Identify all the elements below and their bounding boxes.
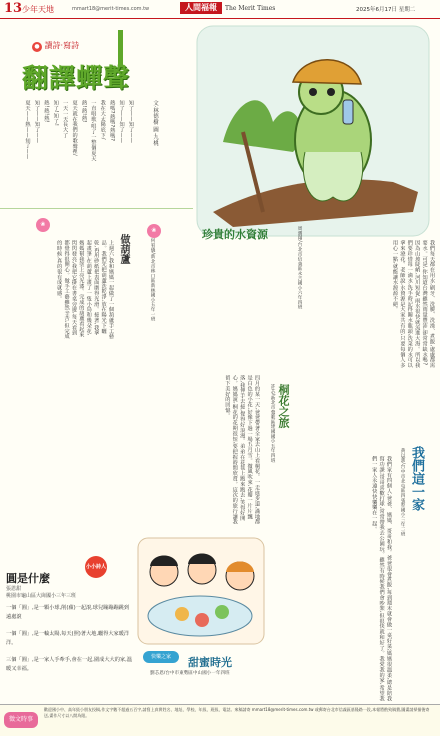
section-email: mmart18@merit-times.com.tw: [72, 6, 150, 12]
divider: [0, 208, 193, 209]
family-article-byline: 黃以薰/台中市北屯區四張犁國小三年二班: [400, 448, 405, 537]
issue-date: 2025年6月17日 星期二: [356, 7, 416, 13]
sweet-tag: 快樂之家: [143, 651, 179, 663]
poem-line: 熱嗎?熱嗎?熱嗎?: [109, 100, 116, 142]
poem-line: 熱!熱!熱!: [43, 100, 50, 124]
poem-body: [14, 100, 134, 215]
gourd-article-byline: 何宥儀/新北市林口區新林國小五年一班: [150, 238, 155, 322]
poem-line: 熱!熱!熱!: [80, 100, 87, 124]
footer-badge: 徵文時事: [4, 712, 38, 728]
flower-icon: ❀: [36, 218, 50, 232]
tung-article-byline: 許芯/新北市鶯歌區建國國小五年四班: [270, 384, 275, 463]
circle-poem-stanza: 一個「圓」,是一顆小球,削(蘋)一起滾,球兒蹦蹦蹦跳到遠處滾: [6, 605, 130, 620]
circle-poem-body: [6, 604, 132, 674]
circle-poem-author: 張恩甜: [6, 586, 22, 592]
sweet-title: 甜蜜時光: [188, 656, 232, 669]
poem-author: 文·林德樹: [152, 100, 158, 125]
poem-tag: [32, 40, 79, 52]
gourd-article-continued: [4, 350, 104, 450]
water-article-body: 我們每天都在用水,刷牙、洗臉、洗澡、煮飯,處處都需要水。可是,你知道台灣雖然雨量豐沛,卻常常缺水嗎?因為山坡陡峭,河川短促,雨水很快就流進大海。所以我們要珍惜每一滴水,洗手時記得關水龍頭,洗菜的水可以拿來澆花。老師說,水資源是大家共有的,只要每個人多用心一點,就能讓水源源不絕。: [391, 240, 435, 368]
newspaper-logo-en: The Merit Times: [225, 5, 276, 12]
poem-lines: [23, 100, 134, 215]
tung-article-title: 桐花之旅: [277, 384, 290, 428]
poem-line: 我在大太陽底下/: [99, 100, 106, 140]
small-poet-badge: 小小詩人: [85, 556, 107, 578]
tung-article-body: 四月的某一天,爸爸帶著全家去山上看桐花。一走進步道,滿地都是白色的小花,好像下過一場五月雪。微風吹來,花瓣一片片飄落,我伸手去接,覺得好浪漫。弟弟在花毯上跑來跑去,笑得好開心。媽媽說,桐花的花期很短,要把握時間欣賞。這次的旅行讓我留下美好的回憶。: [224, 375, 260, 525]
flower-icon: ❀: [147, 224, 161, 238]
poem-title: 翻譯蟬聲: [22, 64, 131, 94]
section-name: 少年天地: [22, 5, 54, 14]
family-article-body: 我們家有四個人,爸爸、媽媽、哥哥和我。爸爸很會煮飯,每到週末就會做一桌好菜;媽媽很溫柔,總是陪我寫功課;哥哥喜歡打球,常常帶我去公園玩。雖然有時候我們會吵架,但很快就和好了。我愛我的家,希望我們一家人永遠快快樂樂在一起。: [371, 456, 392, 702]
gourd-article-title: 做葫蘆: [118, 234, 129, 264]
circle-poem-school: 桃園市龜山區大崗國小三年三班: [6, 593, 77, 599]
family-dinner-drawing: [136, 536, 266, 646]
page-number: 13: [4, 1, 23, 16]
poem-credits: [140, 100, 158, 160]
newspaper-logo: 人間福報: [180, 2, 222, 14]
circle-poem-stanza: 一個「圓」,是一輪太陽,每天(照)著大地,曬得大家暖洋洋。: [6, 631, 130, 646]
family-article-title: 我們這一家: [409, 446, 424, 511]
tag-dot-icon: ●: [32, 42, 42, 52]
poem-line: 夏天——熱——知了——: [24, 100, 31, 160]
tung-article-continued: [298, 380, 358, 450]
sweet-byline: 劉芯恩/台中市東勢區中山國小一年四班: [150, 671, 230, 676]
water-article-title: 珍貴的水資源: [202, 228, 268, 241]
poem-line: 一天一天長大了: [62, 100, 69, 138]
poem-tag-label: 讀詩·寫詩: [44, 41, 80, 50]
footer-text: 歡迎國小中、高年級小朋友投稿,作文字數不超過五百字,請寫上真實姓名、地址、學校、年級、班級、電話。來稿請寄 mmart18@merit-times.com.tw 或郵寄台北市信義區基隆路一段,本報將酌致稿費,圖畫請掃描後寄送,畫作尺寸以八開為限。: [44, 707, 430, 718]
water-article-byline: 周潤翔/台北市信義區永吉國小六年四班: [297, 226, 302, 310]
poem-line: 知了!知了!: [52, 100, 59, 127]
circle-poem-title: 圓是什麼: [6, 572, 50, 585]
poem-line: 知了——知了——: [128, 100, 134, 144]
gourd-article-body: 上週六,我和媽媽一起做了一個葫蘆手工藝品。我們先把葫蘆洗乾淨,放在陽光下曬乾,再用砂紙把表面磨得光滑。接著,我拿起畫筆,在葫蘆上畫了一隻小鳥和幾朵花,媽媽幫我塗上亮光漆。完成的葫蘆看起來閃閃發亮,我把它掛在書桌旁邊,每天看到都覺得很開心。做手工藝雖然辛苦,但完成的時候,真的很有成就感。: [56, 240, 114, 340]
cicada-illustration: [193, 22, 433, 240]
poem-line: 一直唱歌,唱了一整個夏天: [90, 100, 97, 162]
circle-poem-stanza: 三個「圓」,是一家人手牽手,會在一起,圍成大大的家,溫暖又幸福。: [6, 657, 132, 672]
poem-line: 知了——知了——: [118, 100, 125, 144]
poem-line: 知了——知了——: [33, 100, 40, 144]
poem-line: 夏天就在我們的歌聲裡/: [71, 100, 78, 156]
poem-illustrator: 圖·九桃: [152, 126, 158, 146]
